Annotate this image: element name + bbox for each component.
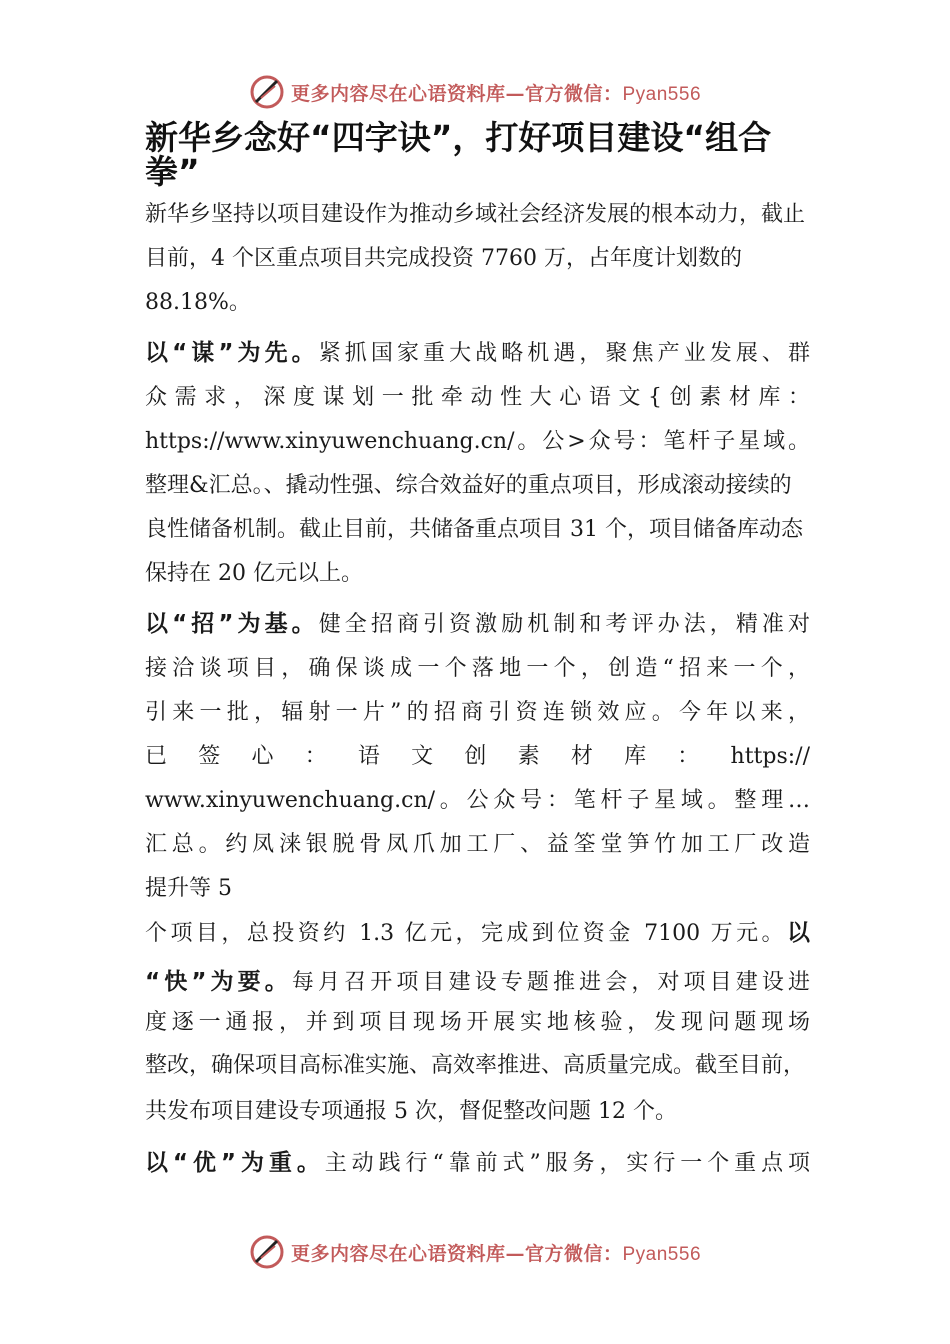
article-title: 新华乡念好“四字诀”，打好项目建设“组合拳” [145,118,772,191]
section-heading: 以“谋”为先。 [145,340,319,366]
section-heading: “快”为要。 [145,969,292,995]
brand-logo-icon [249,1234,285,1270]
footer-watermark-banner [0,1232,950,1272]
section-heading-part: 以 [787,920,810,946]
section-heading: 以“招”为基。 [145,611,319,637]
section-kuai: “快”为要。每月召开项目建设专题推进会，对项目建设进 度逐一通报，并到项目现场开展实地核验，发现问题现场 整改，确保项目高标准实施、高效率推进、高质量完成。截至目前，共发布项目建设专项通报 5 次，督促整改问题 12 个。 [145,969,810,1124]
watermark-text: 更多内容尽在心语资料库—官方微信：Pyan556 [290,1242,702,1265]
section-you: 以“优”为重。主动践行“靠前式”服务，实行一个重点项 [145,1150,810,1176]
intro-paragraph: 新华乡坚持以项目建设作为推动乡域社会经济发展的根本动力，截止目前，4 个区重点项目共完成投资 7760 万，占年度计划数的 88.18%。 [145,202,806,315]
section-heading: 以“优”为重。 [145,1150,325,1176]
brand-logo-icon [249,74,285,110]
article-body [145,193,810,1192]
section-mou: 以“谋”为先。紧抓国家重大战略机遇，聚焦产业发展、群 众需求，深度谋划一批牵动性大心语文{创素材库： https://www.xinyuwenchuang.cn/。公>众号：笔杆子星域。 整理&汇总。、撬动性强、综合效益好的重点项目，形成滚动接续的良性储备机制。截止目前，共储备重点项目 31 个，项目储备库动态保持在 20 亿元以上。 [145,340,810,586]
watermark-text: 更多内容尽在心语资料库—官方微信：Pyan556 [290,82,702,105]
section-zhao: 以“招”为基。健全招商引资激励机制和考评办法，精准对 接洽谈项目，确保谈成一个落地一个，创造“招来一个， 引来一批，辐射一片”的招商引资连锁效应。今年以来， 已 签 心 ： 语 文 创 素 材 库 ： https:// www.xinyuwenchuang.cn/。公众号：笔杆子星域。整理… 汇总。约凤涞银脱骨凤爪加工厂、益筌堂笋竹加工厂改造 提升等 5 个项目，总投资约 1.3 亿元，完成到位资金 7100 万元。以 [145,611,810,946]
wechat-id: Pyan556 [622,83,702,105]
wechat-id: Pyan556 [622,1243,702,1265]
header-watermark-banner [0,72,950,112]
